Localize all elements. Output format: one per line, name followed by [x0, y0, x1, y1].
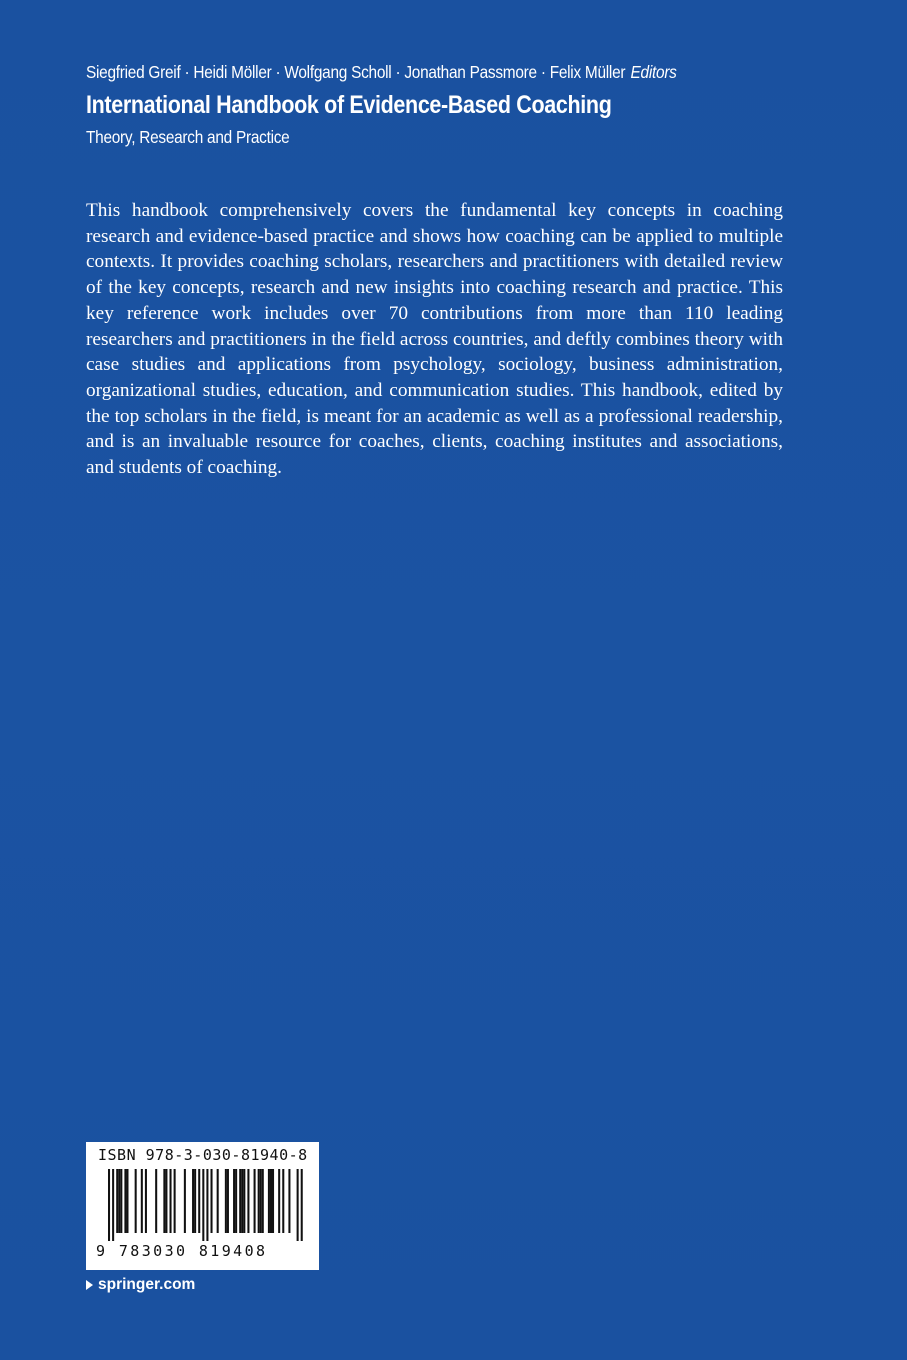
- barcode-bar: [124, 1169, 126, 1233]
- barcode-bar: [163, 1169, 165, 1233]
- barcode-bar: [118, 1169, 120, 1233]
- isbn-label: ISBN 978-3-030-81940-8: [98, 1146, 308, 1164]
- barcode-bar: [233, 1169, 235, 1233]
- barcode-bar: [288, 1169, 290, 1233]
- barcode-bar: [120, 1169, 122, 1233]
- publisher-link[interactable]: [86, 1276, 195, 1294]
- barcode-bar: [126, 1169, 128, 1233]
- barcode-bar: [235, 1169, 237, 1233]
- barcode-bar: [108, 1169, 110, 1241]
- barcode-bar: [239, 1169, 241, 1233]
- barcode-bar: [141, 1169, 143, 1233]
- barcode-bar: [247, 1169, 249, 1233]
- barcode-bar: [270, 1169, 272, 1233]
- barcode-bar: [217, 1169, 219, 1233]
- barcode-bar: [192, 1169, 194, 1233]
- barcode-bar: [155, 1169, 157, 1233]
- editors-line: [86, 62, 677, 83]
- barcode-bar: [243, 1169, 245, 1233]
- book-description: This handbook comprehensively covers the fundamental key concepts in coaching research and evidence-based practice and shows how coaching can be applied to multiple contexts. It provides coaching scholars, researchers and practitioners with detailed review of the key concepts, research and new insights into coaching research and practice. This key reference work includes over 70 contributions from more than 110 leading researchers and practitioners in the field across countries, and deftly combines theory with case studies and applications from psychology, sociology, business administration, organizational studies, education, and communication studies. This handbook, edited by the top scholars in the field, is meant for an academic as well as a professional readership, and is an invaluable resource for coaches, clients, coaching institutes and associations, and students of coaching.: [86, 200, 783, 479]
- barcode-bar: [112, 1169, 114, 1241]
- barcode-panel: [86, 1142, 319, 1270]
- editor-names: Siegfried Greif · Heidi Möller · Wolfgang Scholl · Jonathan Passmore · Felix Müller: [86, 62, 626, 82]
- barcode-bar: [258, 1169, 260, 1233]
- barcode-bar: [282, 1169, 284, 1233]
- barcode-bar: [165, 1169, 167, 1233]
- barcode-bar: [198, 1169, 200, 1233]
- barcode-bar: [227, 1169, 229, 1233]
- barcode-bar: [268, 1169, 270, 1233]
- barcode-bar: [184, 1169, 186, 1233]
- barcode-bar: [260, 1169, 262, 1233]
- barcode-bar: [116, 1169, 118, 1233]
- barcode-icon: [86, 1169, 319, 1244]
- barcode-bar: [211, 1169, 213, 1233]
- barcode-bar: [272, 1169, 274, 1233]
- publisher-url: springer.com: [98, 1276, 196, 1293]
- barcode-bar: [194, 1169, 196, 1233]
- barcode-bar: [278, 1169, 280, 1233]
- barcode-bar: [225, 1169, 227, 1233]
- barcode-bar: [135, 1169, 137, 1233]
- barcode-bar: [174, 1169, 176, 1233]
- barcode-bar: [202, 1169, 204, 1241]
- book-subtitle: Theory, Research and Practice: [86, 127, 290, 147]
- barcode-bar: [206, 1169, 208, 1241]
- barcode-bar: [170, 1169, 172, 1233]
- arrow-right-icon: [86, 1280, 93, 1290]
- barcode-bar: [145, 1169, 147, 1233]
- barcode-bar: [301, 1169, 303, 1241]
- barcode-bar: [241, 1169, 243, 1233]
- book-title: International Handbook of Evidence-Based Coaching: [86, 91, 612, 119]
- barcode-bar: [262, 1169, 264, 1233]
- barcode-bar: [254, 1169, 256, 1233]
- ean-digits: 9 783030 819408: [96, 1242, 268, 1260]
- editors-role: Editors: [630, 62, 677, 82]
- barcode-bar: [297, 1169, 299, 1241]
